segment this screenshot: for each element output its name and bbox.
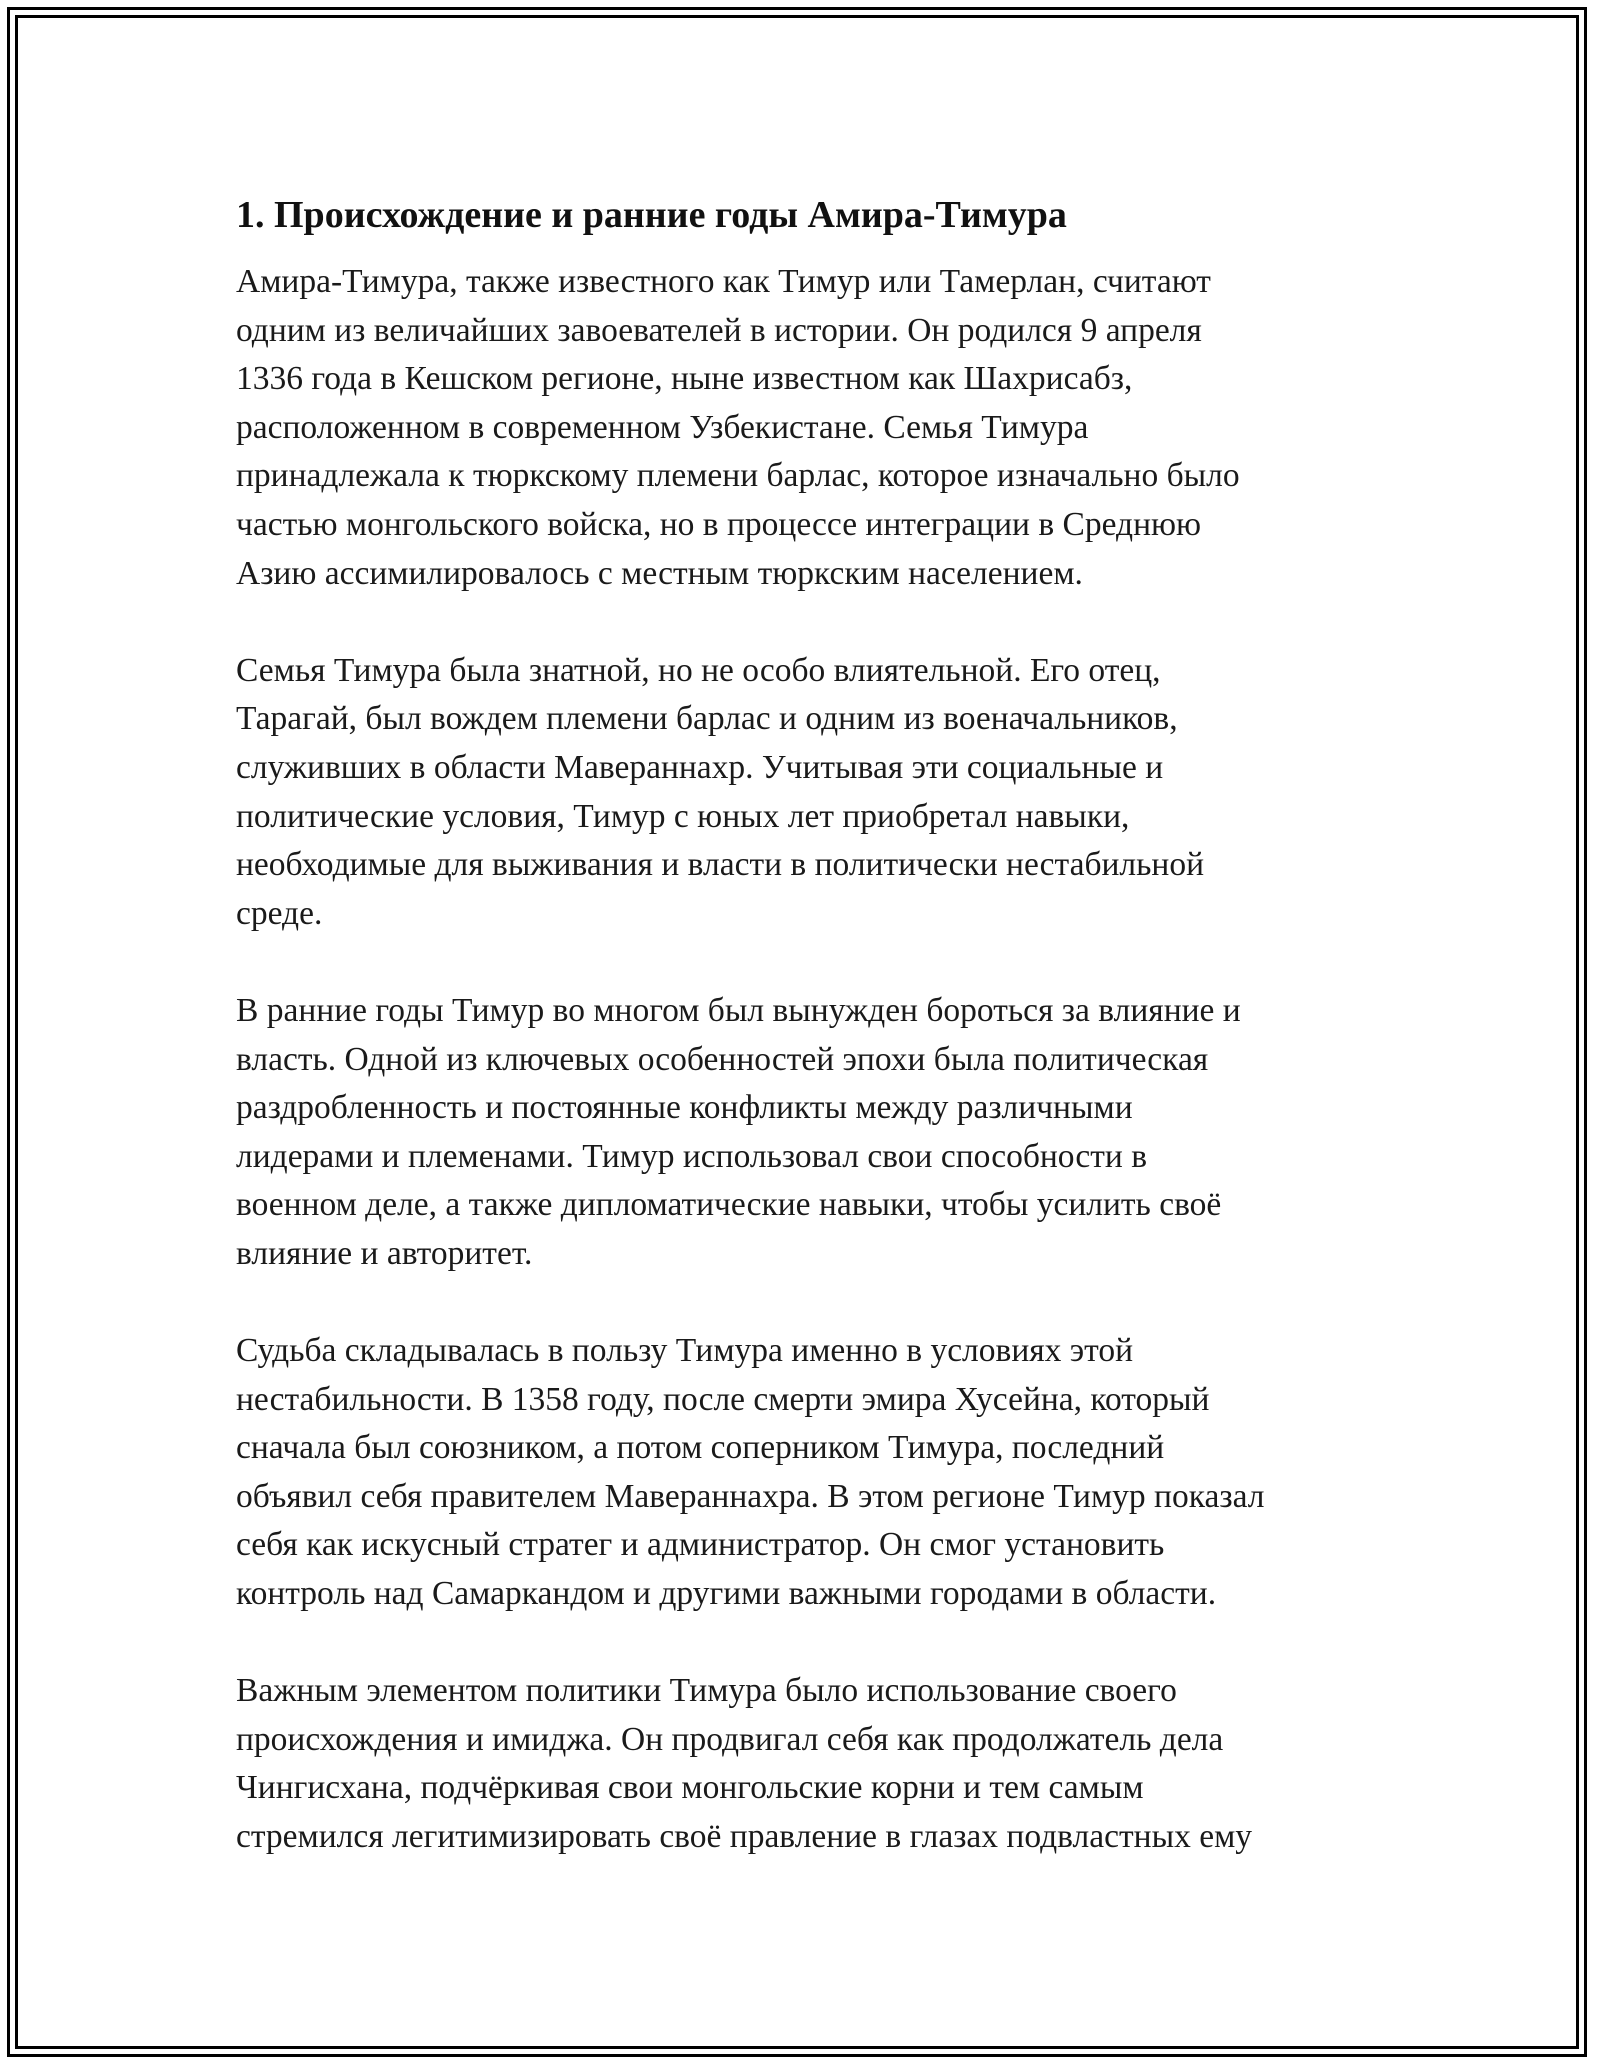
text-line: частью монгольского войска, но в процессе интеграции в Среднюю bbox=[236, 505, 1202, 543]
text-line: нестабильности. В 1358 году, после смерти эмира Хусейна, который bbox=[236, 1380, 1210, 1418]
text-line: сначала был союзником, а потом соперником Тимура, последний bbox=[236, 1429, 1165, 1467]
text-line: влияние и авторитет. bbox=[236, 1234, 533, 1272]
paragraph-image-politics bbox=[236, 1667, 1376, 1861]
text-line: необходимые для выживания и власти в политически нестабильной bbox=[236, 846, 1205, 884]
paragraph-rise-to-power bbox=[236, 1327, 1376, 1619]
text-line: служивших в области Мавераннахр. Учитывая эти социальные и bbox=[236, 748, 1164, 786]
document-body bbox=[236, 188, 1376, 1910]
text-line: расположенном в современном Узбекистане. Семья Тимура bbox=[236, 408, 1089, 446]
text-line: Семья Тимура была знатной, но не особо влиятельной. Его отец, bbox=[236, 651, 1161, 689]
paragraph-family bbox=[236, 647, 1376, 939]
paragraph-origin bbox=[236, 258, 1376, 598]
text-line: Тарагай, был вождем племени барлас и одним из военачальников, bbox=[236, 700, 1178, 738]
text-line: происхождения и имиджа. Он продвигал себя как продолжатель дела bbox=[236, 1720, 1224, 1758]
text-line: Чингисхана, подчёркивая свои монгольские корни и тем самым bbox=[236, 1769, 1144, 1807]
text-line: контроль над Самаркандом и другими важными городами в области. bbox=[236, 1575, 1217, 1613]
text-line: среде. bbox=[236, 894, 323, 932]
text-line: 1336 года в Кешском регионе, ныне известном как Шахрисабз, bbox=[236, 360, 1133, 398]
text-line: Судьба складывалась в пользу Тимура именно в условиях этой bbox=[236, 1332, 1134, 1370]
text-line: власть. Одной из ключевых особенностей эпохи была политическая bbox=[236, 1040, 1209, 1078]
paragraph-early-years bbox=[236, 987, 1376, 1279]
text-line: политические условия, Тимур с юных лет приобретал навыки, bbox=[236, 797, 1130, 835]
text-line: раздробленность и постоянные конфликты между различными bbox=[236, 1089, 1133, 1127]
text-line: В ранние годы Тимур во многом был вынужден бороться за влияние и bbox=[236, 991, 1241, 1029]
text-line: военном деле, а также дипломатические навыки, чтобы усилить своё bbox=[236, 1186, 1222, 1224]
text-line: Важным элементом политики Тимура было использование своего bbox=[236, 1672, 1177, 1710]
text-line: лидерами и племенами. Тимур использовал свои способности в bbox=[236, 1137, 1148, 1175]
text-line: себя как искусный стратег и администратор. Он смог установить bbox=[236, 1526, 1165, 1564]
section-heading: 1. Происхождение и ранние годы Амира-Тимура bbox=[236, 194, 1067, 236]
text-line: объявил себя правителем Мавераннахра. В этом регионе Тимур показал bbox=[236, 1477, 1265, 1515]
text-line: принадлежала к тюркскому племени барлас, которое изначально было bbox=[236, 457, 1240, 495]
text-line: Азию ассимилировалось с местным тюркским населением. bbox=[236, 554, 1083, 592]
text-line: одним из величайших завоевателей в истории. Он родился 9 апреля bbox=[236, 311, 1202, 349]
text-line: стремился легитимизировать своё правление в глазах подвластных ему bbox=[236, 1818, 1253, 1855]
text-line: Амира-Тимура, также известного как Тимур или Тамерлан, считают bbox=[236, 263, 1211, 300]
